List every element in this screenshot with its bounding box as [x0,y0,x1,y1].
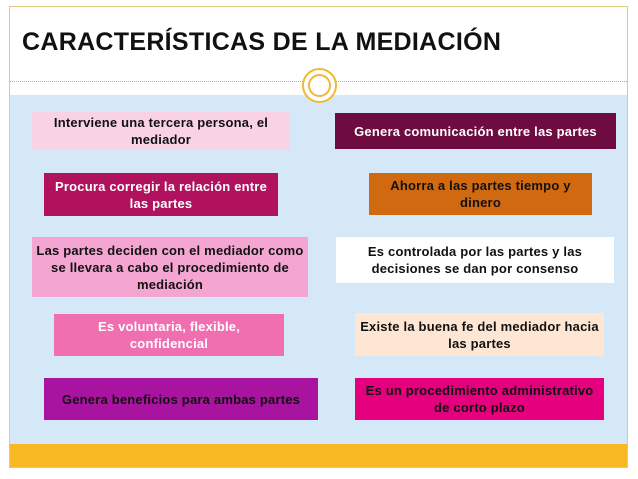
feature-box-left-4: Es voluntaria, flexible, confidencial [54,314,284,356]
feature-box-right-1: Genera comunicación entre las partes [335,113,616,149]
bottom-accent-bar [10,444,627,467]
feature-box-right-2: Ahorra a las partes tiempo y dinero [369,173,592,215]
feature-box-right-3: Es controlada por las partes y las decisiones se dan por consenso [336,237,614,283]
circle-emblem-icon [302,68,337,103]
feature-box-left-1: Interviene una tercera persona, el mediador [32,112,290,150]
feature-box-left-2: Procura corregir la relación entre las partes [44,173,278,216]
feature-box-right-4: Existe la buena fe del mediador hacia las partes [355,313,604,356]
feature-box-left-5: Genera beneficios para ambas partes [44,378,318,420]
feature-box-right-5: Es un procedimiento administrativo de corto plazo [355,378,604,420]
feature-box-left-3: Las partes deciden con el mediador como se llevara a cabo el procedimiento de mediación [32,237,308,297]
slide-title: CARACTERÍSTICAS DE LA MEDIACIÓN [22,28,502,56]
